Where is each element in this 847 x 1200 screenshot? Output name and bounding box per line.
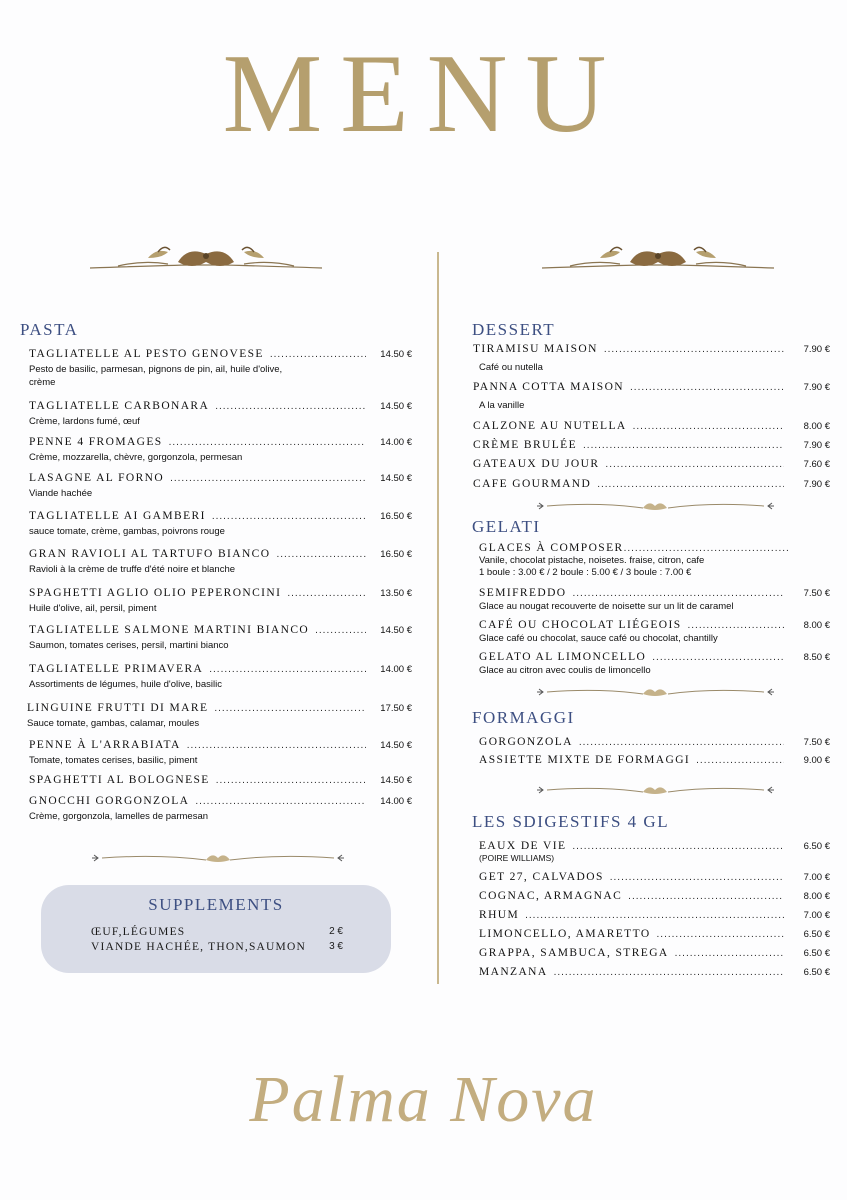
supplements-box — [41, 885, 391, 973]
menu-item — [29, 774, 412, 786]
menu-item — [29, 663, 412, 691]
menu-item — [479, 754, 830, 766]
item-description: Crème, gorgonzola, lamelles de parmesan — [29, 811, 209, 822]
item-name: GLACES À COMPOSER — [479, 542, 624, 554]
item-name: RHUM — [479, 909, 520, 921]
item-name: GELATO AL LIMONCELLO — [479, 651, 647, 663]
item-price: 7.60 € — [803, 459, 830, 470]
item-description: Glace au citron avec coulis de limoncello — [479, 665, 651, 676]
item-price: 7.50 € — [803, 737, 830, 748]
item-name: GORGONZOLA — [479, 736, 573, 748]
item-description: Viande hachée — [29, 488, 93, 499]
item-description: (POIRE WILLIAMS) — [479, 853, 555, 863]
item-name: COGNAC, ARMAGNAC — [479, 890, 623, 902]
menu-item — [479, 928, 830, 940]
small-flourish-ornament — [533, 683, 778, 701]
menu-item — [473, 381, 830, 412]
item-description: Crème, lardons fumé, œuf — [29, 416, 140, 427]
menu-item — [29, 548, 412, 576]
item-price: 7.90 € — [803, 440, 830, 451]
item-price: 14.00 € — [380, 437, 412, 448]
menu-item — [479, 840, 830, 865]
menu-item — [479, 619, 830, 645]
item-price: 14.50 € — [380, 740, 412, 751]
item-description: Tomate, tomates cerises, basilic, piment — [29, 755, 198, 766]
item-name: TAGLIATELLE CARBONARA — [29, 400, 210, 412]
menu-item — [29, 510, 412, 538]
dessert-section-title: DESSERT — [472, 320, 556, 339]
item-name: LINGUINE FRUTTI DI MARE — [27, 702, 209, 714]
menu-item — [29, 739, 412, 767]
small-flourish-ornament — [88, 848, 348, 868]
item-name: ASSIETTE MIXTE DE FORMAGGI — [479, 754, 691, 766]
item-price: 13.50 € — [380, 588, 412, 599]
restaurant-logo: Palma Nova — [249, 1063, 598, 1136]
item-name: GRAN RAVIOLI AL TARTUFO BIANCO — [29, 548, 271, 560]
item-description: Ravioli à la crème de truffe d'été noire et blanche — [29, 564, 236, 575]
menu-item — [29, 795, 412, 823]
item-price: 14.50 € — [380, 625, 412, 636]
item-price: 14.50 € — [380, 775, 412, 786]
item-description: Crème, mozzarella, chèvre, gorgonzola, permesan — [29, 452, 243, 463]
item-price: 14.50 € — [380, 401, 412, 412]
menu-item — [479, 651, 830, 677]
left-flourish-ornament — [88, 240, 324, 274]
item-price: 8.00 € — [803, 620, 830, 631]
item-description: Sauce tomate, gambas, calamar, moules — [27, 718, 200, 729]
item-description: sauce tomate, crème, gambas, poivrons rouge — [29, 526, 225, 537]
supplements-title: SUPPLEMENTS — [148, 895, 284, 914]
item-name: LIMONCELLO, AMARETTO — [479, 928, 651, 940]
item-price: 7.50 € — [803, 588, 830, 599]
item-description: Assortiments de légumes, huile d'olive, basilic — [29, 679, 222, 690]
item-name: EAUX DE VIE — [479, 840, 567, 852]
menu-item — [479, 890, 830, 902]
menu-item — [479, 947, 830, 959]
item-price: 7.00 € — [803, 872, 830, 883]
supplement-name: VIANDE HACHÉE, THON,SAUMON — [91, 941, 306, 953]
menu-item — [479, 909, 830, 921]
item-price: 9.00 € — [803, 755, 830, 766]
gelati-section-title: GELATI — [472, 517, 541, 536]
item-name: CAFÉ OU CHOCOLAT LIÉGEOIS — [479, 619, 682, 631]
menu-item — [29, 348, 412, 389]
item-name: CAFE GOURMAND — [473, 478, 592, 490]
item-description: Glace café ou chocolat, sauce café ou chocolat, chantilly — [479, 633, 718, 644]
small-flourish-ornament — [533, 781, 778, 799]
supplement-name: ŒUF,LÉGUMES — [91, 926, 186, 938]
column-divider — [437, 252, 439, 984]
item-price: 8.00 € — [803, 891, 830, 902]
item-name: TIRAMISU MAISON — [473, 343, 598, 355]
item-name: LASAGNE AL FORNO — [29, 472, 165, 484]
item-name: PENNE À L'ARRABIATA — [29, 739, 181, 751]
item-name: SPAGHETTI AGLIO OLIO PEPERONCINI — [29, 587, 282, 599]
item-price: 8.00 € — [803, 421, 830, 432]
menu-item — [29, 472, 412, 500]
item-price: 7.00 € — [803, 910, 830, 921]
item-price: 6.50 € — [803, 967, 830, 978]
supplement-price: 3 € — [329, 941, 343, 952]
item-name: PENNE 4 FROMAGES — [29, 436, 163, 448]
item-name: TAGLIATELLE SALMONE MARTINI BIANCO — [29, 624, 310, 636]
item-description: Saumon, tomates cerises, persil, martini bianco — [29, 640, 229, 651]
menu-item — [479, 871, 830, 883]
item-price: 6.50 € — [803, 929, 830, 940]
item-description: 1 boule : 3.00 € / 2 boule : 5.00 € / 3 boule : 7.00 € — [479, 567, 692, 578]
menu-item — [29, 400, 412, 428]
item-name: TAGLIATELLE AI GAMBERI — [29, 510, 206, 522]
supplement-row — [91, 926, 343, 938]
item-price: 6.50 € — [803, 841, 830, 852]
menu-title: MENU — [222, 32, 625, 156]
item-name: GATEAUX DU JOUR — [473, 458, 600, 470]
item-price: 14.50 € — [380, 349, 412, 360]
item-price: 14.00 € — [380, 664, 412, 675]
item-price: 6.50 € — [803, 948, 830, 959]
menu-item — [473, 478, 830, 490]
menu-item — [473, 458, 830, 470]
menu-item — [479, 542, 790, 579]
item-description: Glace au nougat recouverte de noisette sur un lit de caramel — [479, 601, 734, 612]
item-name: MANZANA — [479, 966, 548, 978]
item-price: 7.90 € — [803, 344, 830, 355]
small-flourish-ornament — [533, 497, 778, 515]
item-description: Pesto de basilic, parmesan, pignons de pin, ail, huile d'olive, crème — [29, 364, 283, 388]
menu-item — [479, 587, 830, 613]
supplement-price: 2 € — [329, 926, 343, 937]
item-name: GRAPPA, SAMBUCA, STREGA — [479, 947, 669, 959]
menu-item — [473, 343, 830, 374]
menu-item — [473, 420, 830, 432]
item-price: 17.50 € — [380, 703, 412, 714]
item-price: 14.00 € — [380, 796, 412, 807]
menu-item — [473, 439, 830, 451]
right-flourish-ornament — [540, 240, 776, 274]
item-price: 7.90 € — [803, 382, 830, 393]
item-name: PANNA COTTA MAISON — [473, 381, 625, 393]
supplement-row — [91, 941, 343, 953]
menu-item — [479, 966, 830, 978]
item-price: 7.90 € — [803, 479, 830, 490]
item-description: Huile d'olive, ail, persil, piment — [29, 603, 157, 614]
menu-item — [27, 702, 412, 730]
item-price: 8.50 € — [803, 652, 830, 663]
menu-item — [29, 436, 412, 464]
item-name: GNOCCHI GORGONZOLA — [29, 795, 190, 807]
menu-item — [29, 624, 412, 652]
formaggi-section-title: FORMAGGI — [472, 708, 575, 727]
item-description: A la vanille — [479, 400, 525, 411]
item-name: SEMIFREDDO — [479, 587, 567, 599]
item-description: Vanile, chocolat pistache, noisetes. fraise, citron, cafe — [479, 555, 705, 566]
menu-item — [479, 736, 830, 748]
item-name: GET 27, CALVADOS — [479, 871, 604, 883]
item-name: CRÈME BRULÉE — [473, 439, 578, 451]
item-name: CALZONE AU NUTELLA — [473, 420, 627, 432]
pasta-section-title: PASTA — [20, 320, 79, 339]
item-name: TAGLIATELLE PRIMAVERA — [29, 663, 204, 675]
item-name: TAGLIATELLE AL PESTO GENOVESE — [29, 348, 264, 360]
item-price: 16.50 € — [380, 511, 412, 522]
menu-item — [29, 587, 412, 615]
digestifs-section-title: LES SDIGESTIFS 4 GL — [472, 812, 670, 831]
item-price: 14.50 € — [380, 473, 412, 484]
item-name: SPAGHETTI AL BOLOGNESE — [29, 774, 210, 786]
item-price: 16.50 € — [380, 549, 412, 560]
item-description: Café ou nutella — [479, 362, 543, 373]
